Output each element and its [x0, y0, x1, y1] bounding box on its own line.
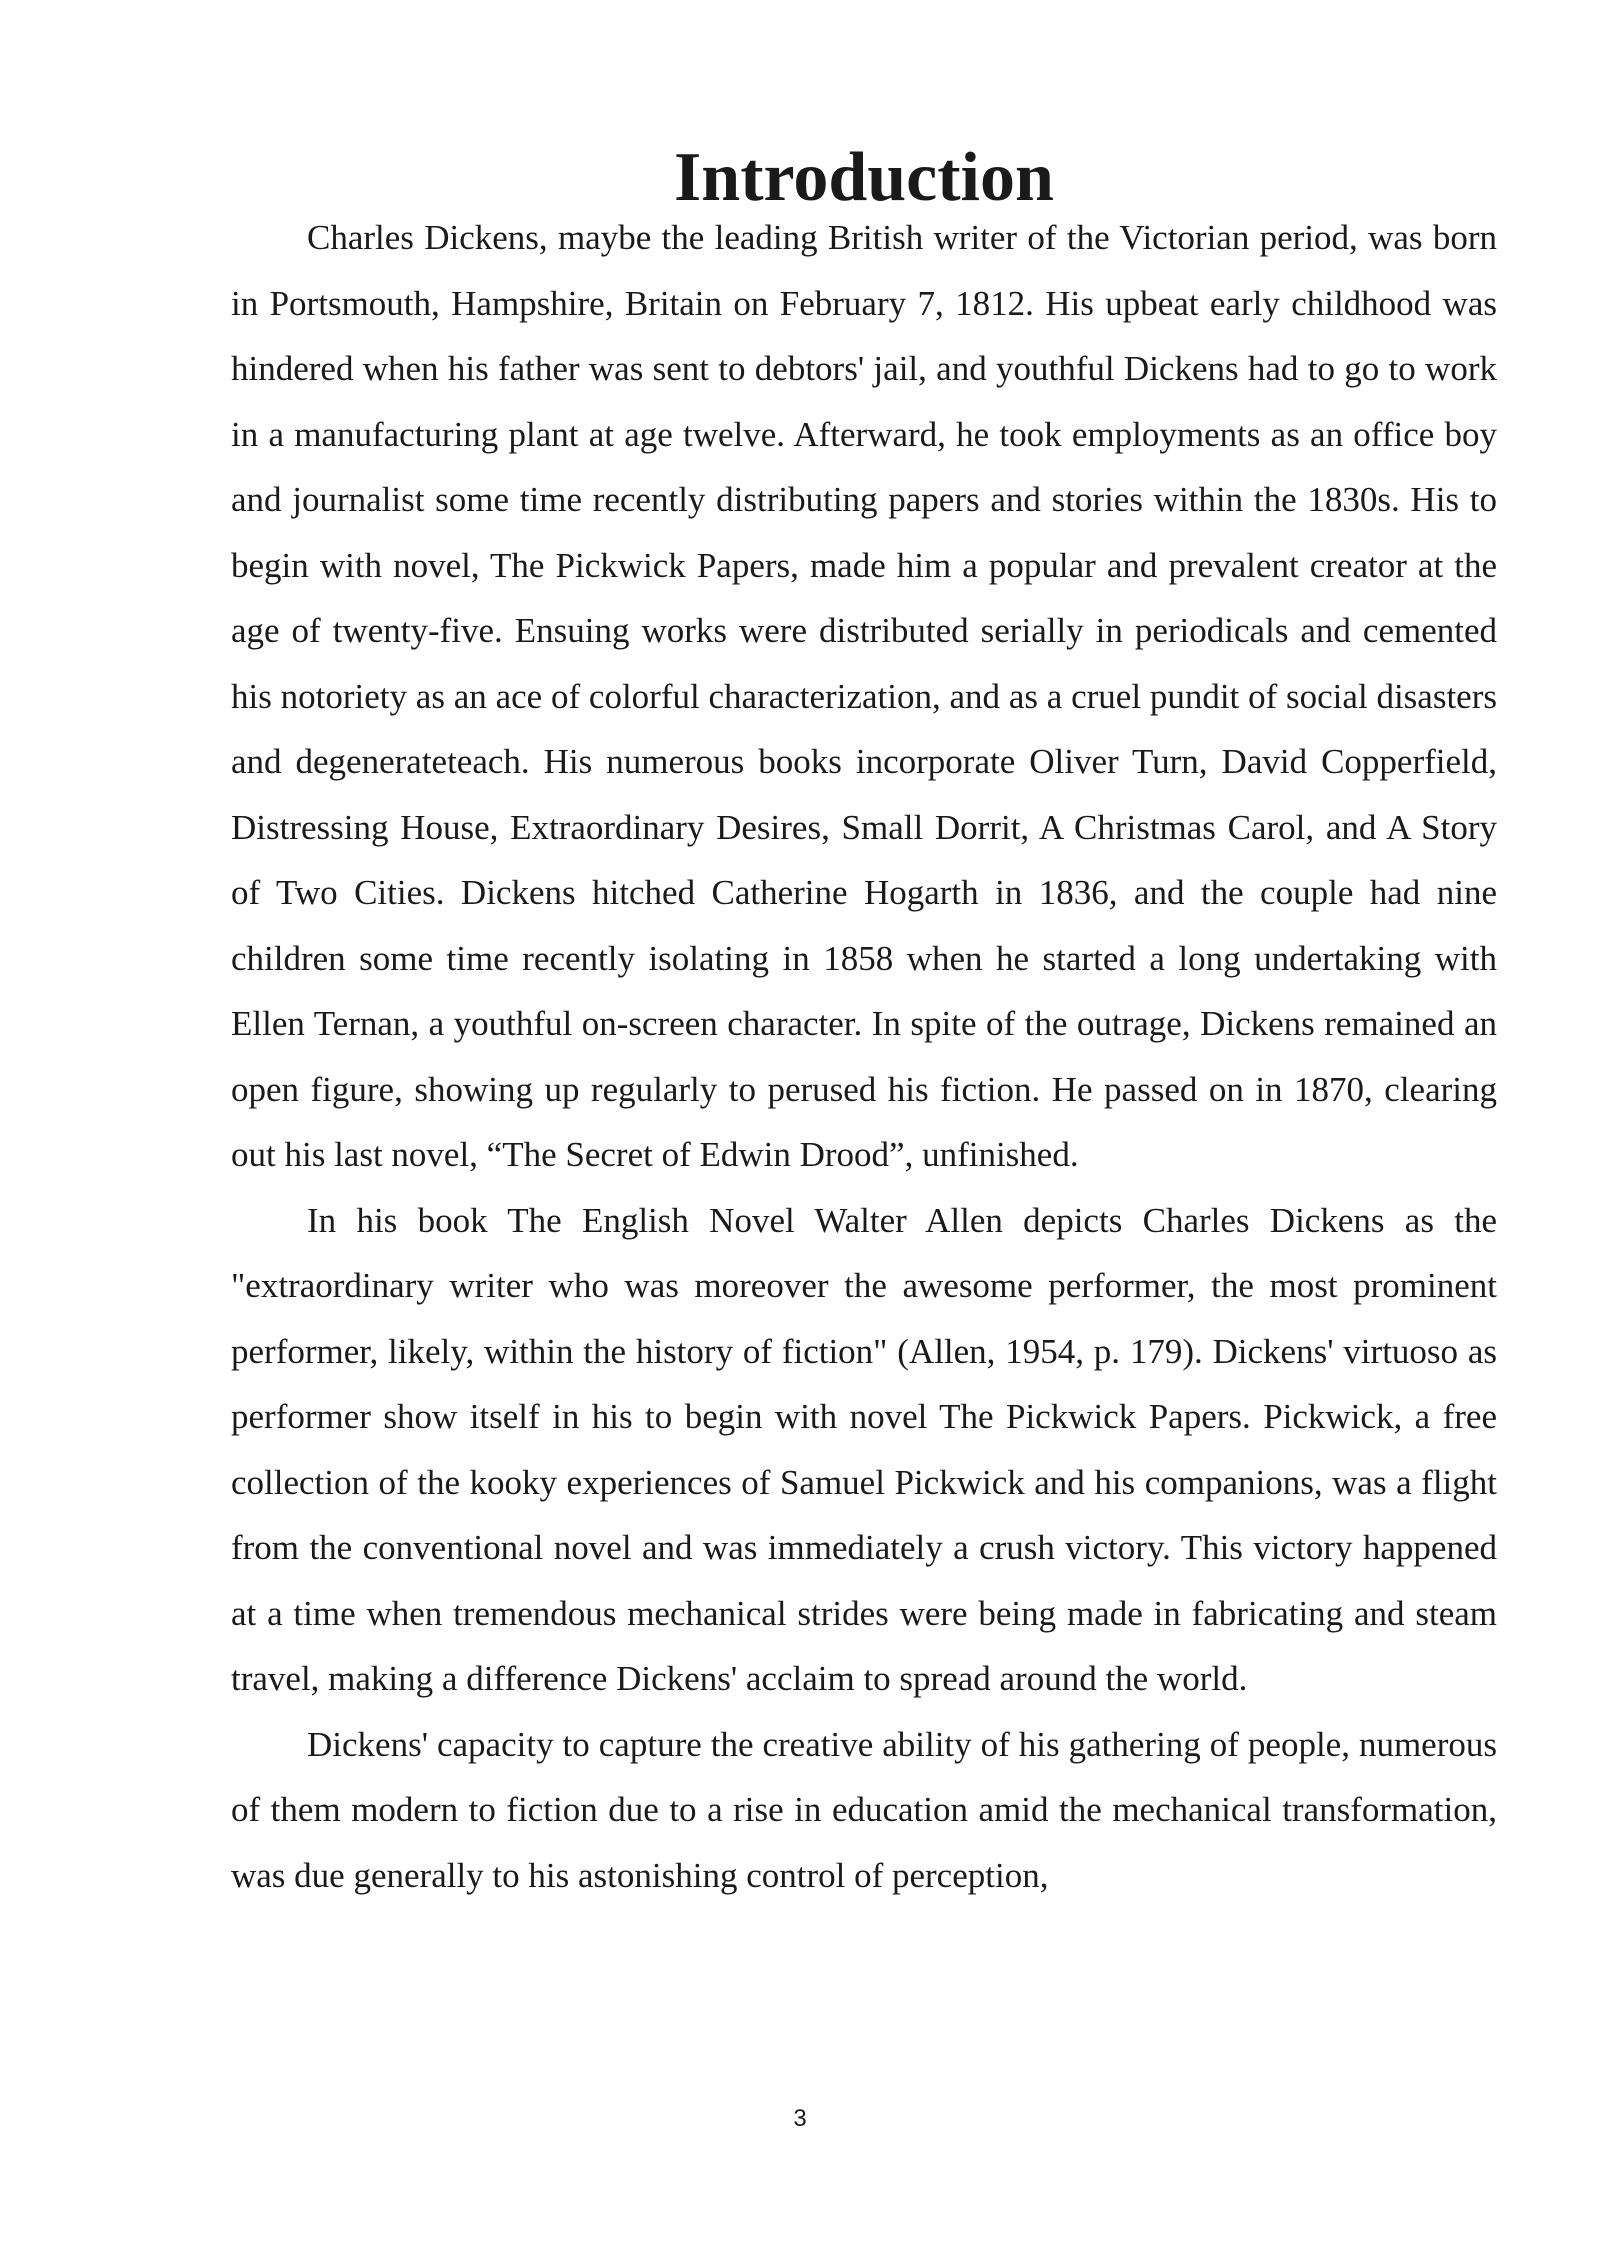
section-heading: Introduction: [674, 139, 1054, 216]
document-body: [231, 139, 1497, 1908]
paragraph-2: In his book The English Novel Walter Allen depicts Charles Dickens as the "extraordinary writer who was moreover the awesome performer, the most prominent performer, likely, within the history of fiction" (Allen, 1954, p. 179). Dickens' virtuoso as performer show itself in his to begin with novel The Pickwick Papers. Pickwick, a free collection of the kooky experiences of Samuel Pickwick and his companions, was a flight from the conventional novel and was immediately a crush victory. This victory happened at a time when tremendous mechanical strides were being made in fabricating and steam travel, making a difference Dickens' acclaim to spread around the world.: [231, 1200, 1497, 1698]
page-number: 3: [793, 2105, 807, 2132]
paragraph-1: Charles Dickens, maybe the leading British writer of the Victorian period, was born in Portsmouth, Hampshire, Britain on February 7, 1812. His upbeat early childhood was hindered when his father was sent to debtors' jail, and youthful Dickens had to go to work in a manufacturing plant at age twelve. Afterward, he took employments as an office boy and journalist some time recently distributing papers and stories within the 1830s. His to begin with novel, The Pickwick Papers, made him a popular and prevalent creator at the age of twenty-five. Ensuing works were distributed serially in periodicals and cemented his notoriety as an ace of colorful characterization, and as a cruel pundit of social disasters and degenerateteach. His numerous books incorporate Oliver Turn, David Copperfield, Distressing House, Extraordinary Desires, Small Dorrit, A Christmas Carol, and A Story of Two Cities. Dickens hitched Catherine Hogarth in 1836, and the couple had nine children some time recently isolating in 1858 when he started a long undertaking with Ellen Ternan, a youthful on-screen character. In spite of the outrage, Dickens remained an open figure, showing up regularly to perused his fiction. He passed on in 1870, clearing out his last novel, “The Secret of Edwin Drood”, unfinished.: [231, 218, 1497, 1174]
paragraph-3: Dickens' capacity to capture the creative ability of his gathering of people, numerous of them modern to fiction due to a rise in education amid the mechanical transformation, was due generally to his astonishing control of perception,: [231, 1724, 1497, 1895]
